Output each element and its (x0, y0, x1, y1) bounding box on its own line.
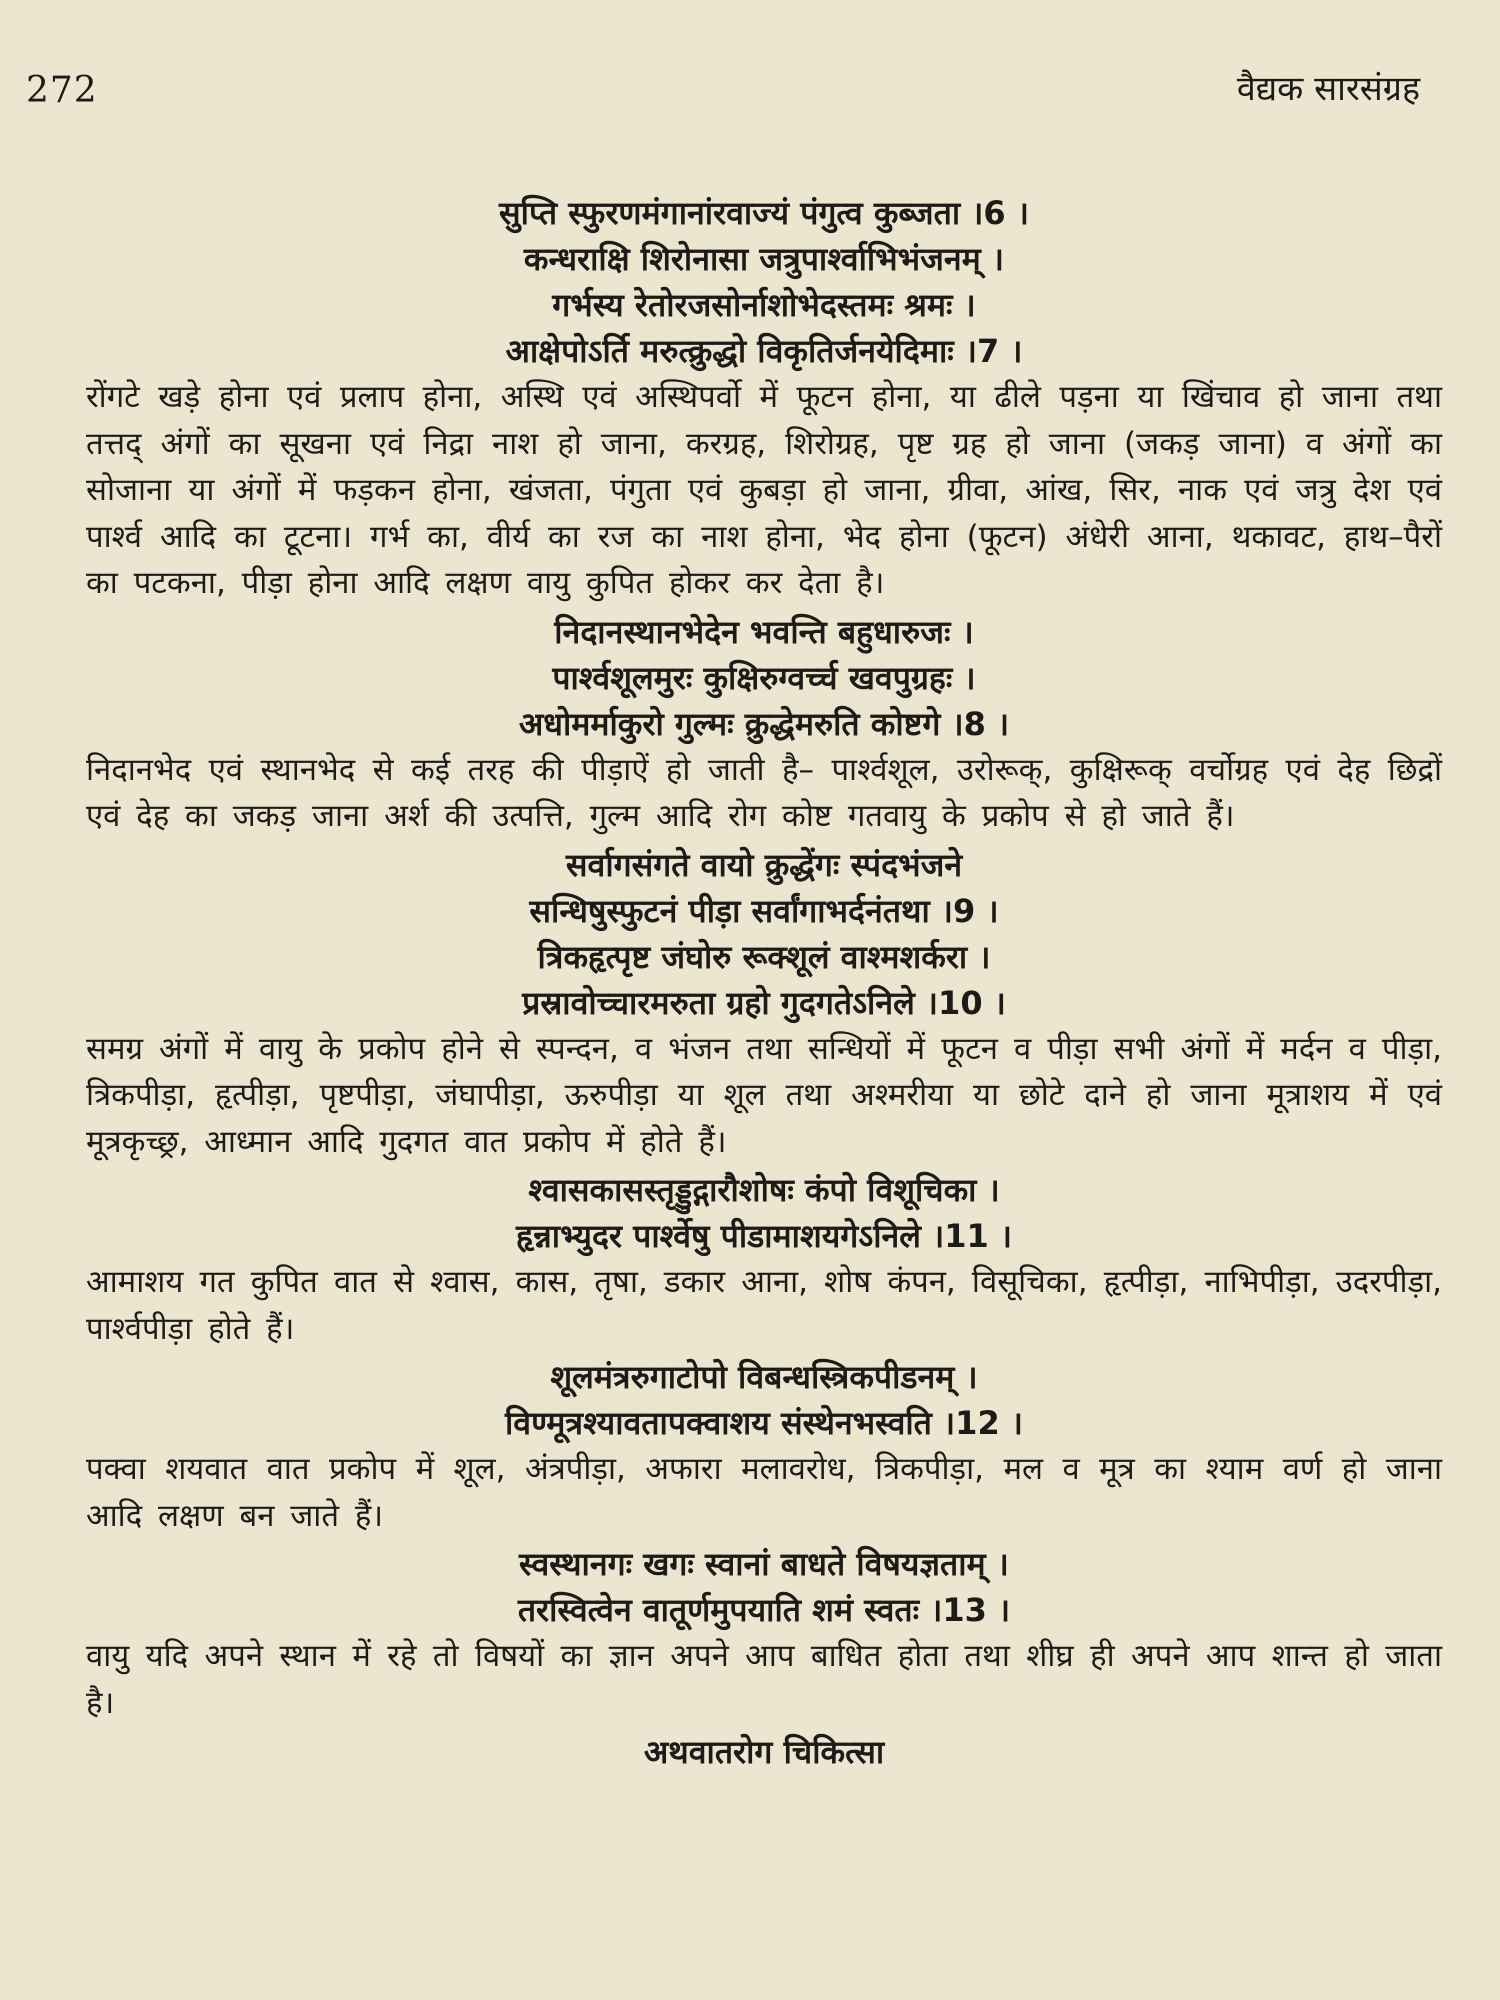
commentary-paragraph: निदानभेद एवं स्थानभेद से कई तरह की पीड़ाऐं हो जाती है– पार्श्वशूल, उरोरूक्, कुक्षिरूक् वर्चोग्रह एवं देह छिद्रों एवं देह का जकड़ जाना अर्श की उत्पत्ति, गुल्म आदि रोग कोष्ट गतवायु के प्रकोप से हो जाते हैं। (86, 751, 1442, 834)
page-body (86, 190, 1442, 1776)
shloka-line: त्रिकहृत्पृष्ट जंघोरु रूक्शूलं वाश्मशर्करा । (537, 937, 991, 976)
shloka-block (86, 1354, 1442, 1446)
shloka-line: स्वस्थानगः खगः स्वानां बाधते विषयज्ञताम् । (519, 1545, 1009, 1583)
shloka-line: प्रस्रावोच्चारमरुता ग्रहो गुदगतेऽनिले ।10 । (522, 983, 1006, 1022)
shloka-block (86, 842, 1442, 1026)
shloka-line: तरस्वित्वेन वातूर्णमुपयाति शमं स्वतः ।13 । (517, 1591, 1011, 1629)
shloka-line: सर्वागसंगते वायो क्रुद्धेंगः स्पंदभंजने (565, 845, 963, 884)
shloka-block (86, 609, 1442, 747)
shloka-line: गर्भस्य रेतोरजसोर्नाशोभेदस्तमः श्रमः । (552, 286, 976, 324)
section-heading: अथवातरोग चिकित्सा (643, 1733, 885, 1771)
running-title: वैद्यक सारसंग्रह (1236, 69, 1420, 109)
shloka-line: निदानस्थानभेदेन भवन्ति बहुधारुजः । (554, 612, 974, 651)
shloka-line: अधोमर्माकुरो गुल्मः क्रुद्धेमरुति कोष्टगे ।8 । (518, 704, 1010, 743)
shloka-line: हृन्नाभ्युदर पार्श्वेषु पीडामाशयगेऽनिले ।11 । (515, 1217, 1013, 1255)
shloka-line: सन्धिषुस्फुटनं पीड़ा सर्वांगाभर्दनंतथा ।9 । (529, 891, 999, 930)
shloka-line: शूलमंत्ररुगाटोपो विबन्धस्त्रिकपीडनम् । (550, 1358, 978, 1396)
shloka-block (86, 1167, 1442, 1259)
commentary-paragraph: आमाशय गत कुपित वात से श्वास, कास, तृषा, डकार आना, शोष कंपन, विसूचिका, हृत्पीड़ा, नाभिपीड़ा, उदरपीड़ा, पार्श्वपीड़ा होते हैं। (86, 1264, 1442, 1347)
shloka-line: सुप्ति स्फुरणमंगानांरवाज्यं पंगुत्व कुब्जता ।6 । (499, 194, 1029, 232)
commentary-paragraph: रोंगटे खड़े होना एवं प्रलाप होना, अस्थि एवं अस्थिपर्वो में फूटन होना, या ढीले पड़ना या खिंचाव हो जाना तथा तत्तद् अंगों का सूखना एवं निद्रा नाश हो जाना, करग्रह, शिरोग्रह, पृष्ट ग्रह हो जाना (जकड़ जाना) व अंगों का सोजाना या अंगों में फड़कन होना, खंजता, पंगुता एवं कुबड़ा हो जाना, ग्रीवा, आंख, सिर, नाक एवं जत्रु देश एवं पार्श्व आदि का टूटना। गर्भ का, वीर्य का रज का नाश होना, भेद होना (फूटन) अंधेरी आना, थकावट, हाथ–पैरों का पटकना, पीड़ा होना आदि लक्षण वायु कुपित होकर कर देता है। (86, 379, 1442, 601)
shloka-block (86, 1541, 1442, 1633)
page-number: 272 (26, 70, 98, 111)
shloka-line: विण्मूत्रश्यावतापक्वाशय संस्थेनभस्वति ।12 । (505, 1404, 1023, 1442)
commentary-paragraph: पक्वा शयवात वात प्रकोप में शूल, अंत्रपीड़ा, अफारा मलावरोध, त्रिकपीड़ा, मल व मूत्र का श्याम वर्ण हो जाना आदि लक्षण बन जाते हैं। (86, 1451, 1442, 1534)
shloka-line: श्वासकासस्तृड्डुद्गारौशोषः कंपो विशूचिका । (528, 1171, 1000, 1209)
shloka-block (86, 190, 1442, 374)
shloka-line: कन्धराक्षि शिरोनासा जत्रुपार्श्वाभिभंजनम् । (523, 240, 1005, 278)
commentary-paragraph: वायु यदि अपने स्थान में रहे तो विषयों का ज्ञान अपने आप बाधित होता तथा शीघ्र ही अपने आप शान्त हो जाता है। (86, 1638, 1442, 1721)
commentary-paragraph: समग्र अंगों में वायु के प्रकोप होने से स्पन्दन, व भंजन तथा सन्धियों में फूटन व पीड़ा सभी अंगों में मर्दन व पीड़ा, त्रिकपीड़ा, हृत्पीड़ा, पृष्टपीड़ा, जंघापीड़ा, ऊरुपीड़ा या शूल तथा अश्मरीया या छोटे दाने हो जाना मूत्राशय में एवं मूत्रकृच्छ्र, आध्मान आदि गुदगत वात प्रकोप में होते हैं। (86, 1030, 1442, 1160)
shloka-line: आक्षेपोऽर्ति मरुत्क्रुद्धो विकृतिर्जनयेदिमाः ।7 । (505, 332, 1023, 370)
shloka-line: पार्श्वशूलमुरः कुक्षिरुग्वर्च्च खवपुग्रहः । (552, 658, 976, 697)
